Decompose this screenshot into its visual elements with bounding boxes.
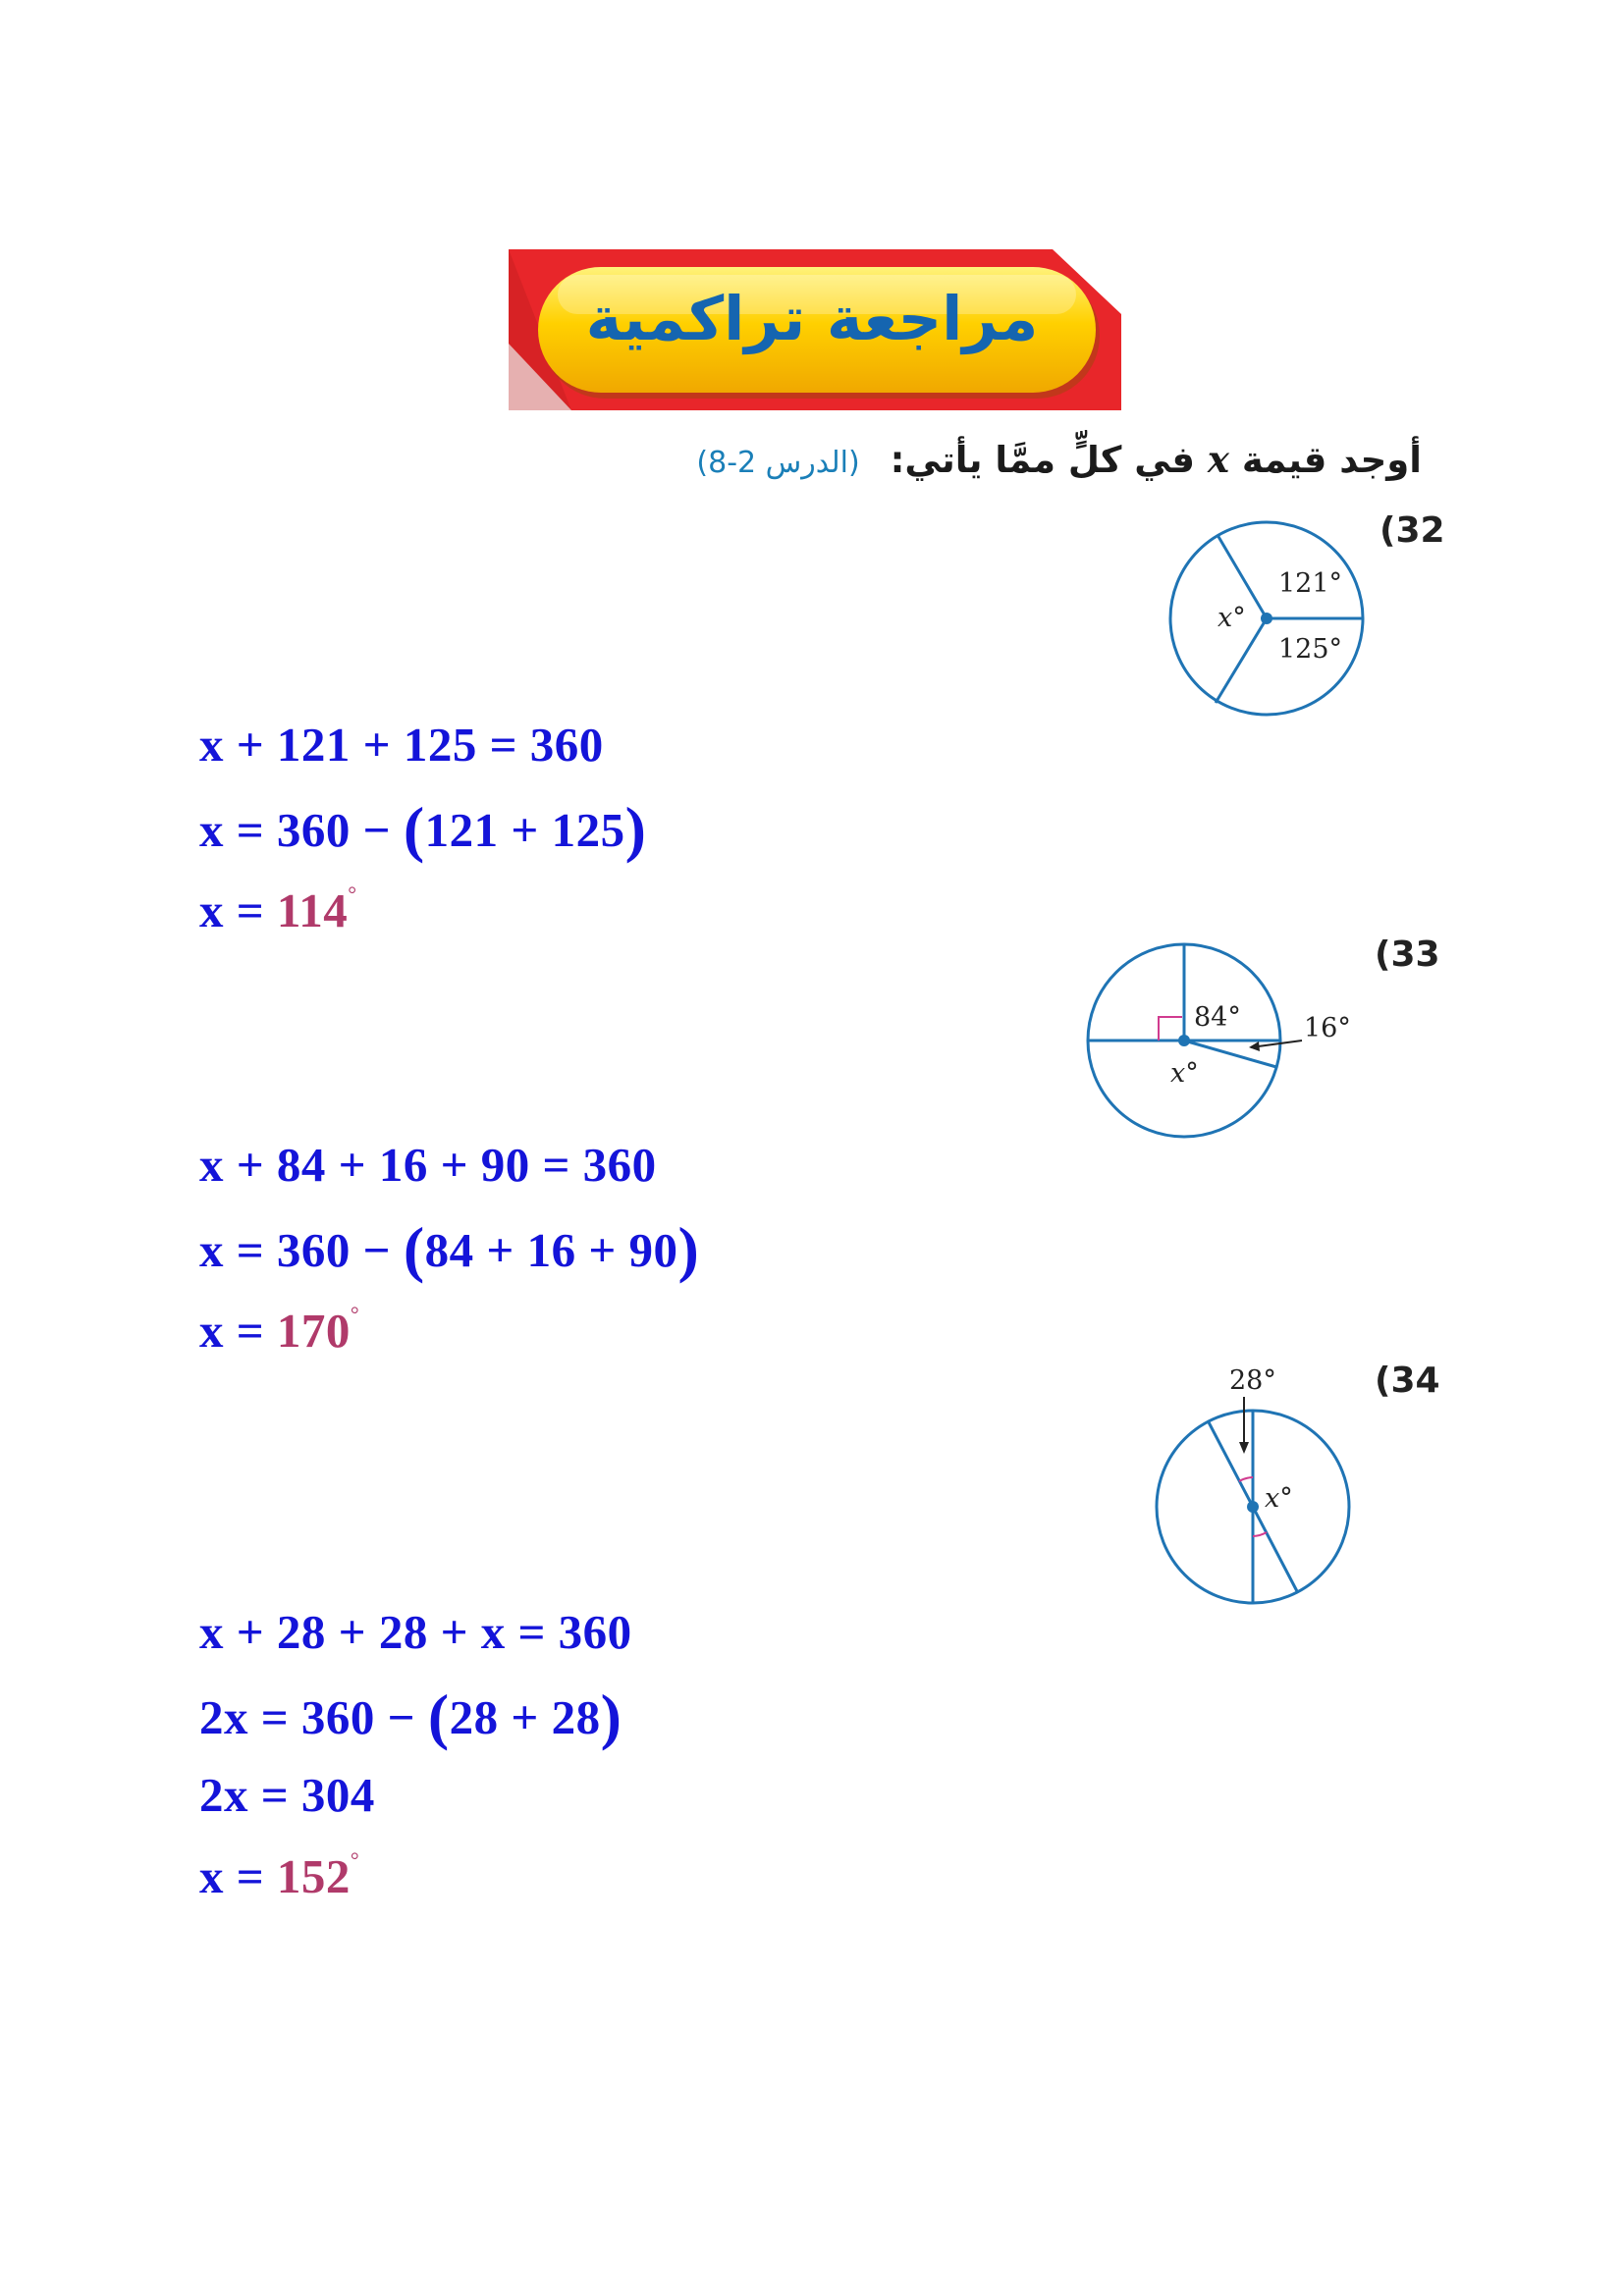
- degree-symbol: °: [350, 1302, 360, 1326]
- equation-33-3: [199, 1302, 359, 1359]
- equation-34-4: [199, 1847, 359, 1904]
- open-paren: (: [403, 794, 425, 864]
- right-angle-mark: [1159, 1017, 1182, 1041]
- equation-33-1: x + 84 + 16 + 90 = 360: [199, 1138, 657, 1192]
- center-point: [1178, 1035, 1190, 1046]
- title-banner: [503, 245, 1121, 412]
- equation-lhs: x = 360 −: [199, 1223, 404, 1277]
- angle-label-28: 28°: [1229, 1365, 1276, 1396]
- answer-value: 114: [276, 883, 349, 937]
- equation-lhs: 2x = 360 −: [199, 1690, 428, 1744]
- equation-lhs: x =: [199, 1849, 277, 1903]
- equation-34-3: 2x = 304: [199, 1768, 375, 1822]
- angle-label-x: x°: [1265, 1483, 1293, 1514]
- answer-value: 170: [276, 1304, 351, 1358]
- equation-lhs: x = 360 −: [199, 803, 404, 857]
- instruction-line: [696, 438, 1422, 481]
- center-point: [1247, 1501, 1259, 1513]
- equation-inner: 121 + 125: [424, 803, 625, 857]
- circle-figure-34: [1139, 1360, 1375, 1615]
- angle-label-x: x°: [1170, 1058, 1199, 1089]
- angle-label-x: x°: [1217, 603, 1246, 633]
- angle-label-125: 125°: [1278, 634, 1343, 665]
- problem-number-34: (34: [1375, 1361, 1440, 1401]
- open-paren: (: [427, 1682, 450, 1751]
- problem-number-32: (32: [1380, 510, 1445, 551]
- degree-symbol: °: [350, 1847, 360, 1872]
- close-paren: ): [624, 794, 647, 864]
- center-point: [1261, 613, 1272, 624]
- problem-number-33: (33: [1375, 934, 1440, 975]
- equation-32-3: [199, 881, 357, 938]
- angle-label-84: 84°: [1194, 1002, 1241, 1033]
- equation-inner: 84 + 16 + 90: [424, 1223, 678, 1277]
- instruction-text-end: في كلٍّ ممَّا يأتي:: [890, 439, 1195, 481]
- close-paren: ): [677, 1214, 700, 1284]
- equation-33-2: [199, 1213, 699, 1286]
- instruction-variable: x: [1207, 438, 1229, 481]
- angle-label-16: 16°: [1304, 1013, 1351, 1043]
- equation-lhs: x =: [199, 1304, 277, 1358]
- equation-inner: 28 + 28: [449, 1690, 601, 1744]
- degree-symbol: °: [348, 881, 357, 906]
- answer-value: 152: [276, 1849, 351, 1903]
- open-paren: (: [403, 1214, 425, 1284]
- equation-lhs: x =: [199, 883, 277, 937]
- equation-32-2: [199, 793, 646, 866]
- instruction-text-start: أوجد قيمة: [1241, 439, 1422, 481]
- circle-figure-33: [1080, 933, 1375, 1148]
- equation-34-1: x + 28 + 28 + x = 360: [199, 1605, 632, 1659]
- page-title: مراجعة تراكمية: [585, 283, 1039, 354]
- close-paren: ): [600, 1682, 622, 1751]
- equation-34-2: [199, 1681, 622, 1753]
- angle-label-121: 121°: [1278, 568, 1343, 599]
- equation-32-1: x + 121 + 125 = 360: [199, 718, 604, 772]
- circle-figure-32: [1159, 510, 1375, 726]
- lesson-reference: (الدرس 2-8): [696, 446, 860, 480]
